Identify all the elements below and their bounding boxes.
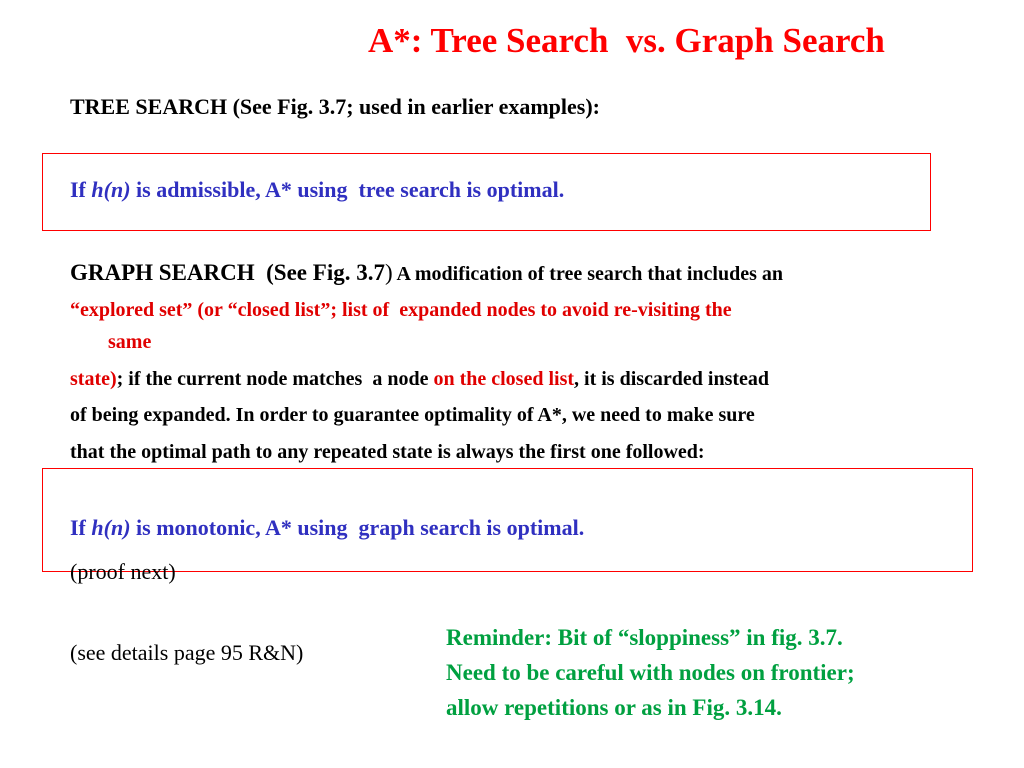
same-word: same xyxy=(108,331,152,353)
state-word: state) xyxy=(70,368,117,390)
state-mid: ; if the current node matches a node xyxy=(116,368,434,390)
rule-h-n: h(n) xyxy=(91,515,131,540)
tree-search-rule xyxy=(70,177,564,203)
explored-set-line: “explored set” (or “closed list”; list of expanded nodes to avoid re-visiting the xyxy=(70,299,732,321)
proof-next: (proof next) xyxy=(70,559,176,584)
rule-rest: is monotonic, A* using graph search is optimal. xyxy=(130,515,585,540)
reminder-line-2: Need to be careful with nodes on frontier; xyxy=(446,660,855,685)
graph-search-heading-paren: ) xyxy=(384,260,393,285)
tree-search-heading: TREE SEARCH (See Fig. 3.7; used in earlier examples): xyxy=(70,94,601,119)
reminder-line-1: Reminder: Bit of “sloppiness” in fig. 3.7. xyxy=(446,625,843,650)
see-details: (see details page 95 R&N) xyxy=(70,640,304,665)
state-end: , it is discarded instead xyxy=(574,368,770,390)
graph-search-heading xyxy=(70,259,783,287)
rule-if: If xyxy=(70,515,92,540)
rule-h-n: h(n) xyxy=(91,177,131,202)
slide-title: A*: Tree Search vs. Graph Search xyxy=(368,21,885,60)
repeated-state-line: that the optimal path to any repeated state is always the first one followed: xyxy=(70,441,705,463)
optimality-line: of being expanded. In order to guarantee optimality of A*, we need to make sure xyxy=(70,404,755,426)
graph-search-rule xyxy=(70,515,584,541)
state-line xyxy=(70,367,769,391)
rule-if: If xyxy=(70,177,92,202)
graph-search-heading-rest: A modification of tree search that includes an xyxy=(392,263,784,285)
on-closed-list: on the closed list xyxy=(433,368,575,390)
rule-rest: is admissible, A* using tree search is optimal. xyxy=(130,177,565,202)
graph-search-heading-main: GRAPH SEARCH (See Fig. 3.7 xyxy=(70,260,385,285)
reminder-line-3: allow repetitions or as in Fig. 3.14. xyxy=(446,695,782,720)
